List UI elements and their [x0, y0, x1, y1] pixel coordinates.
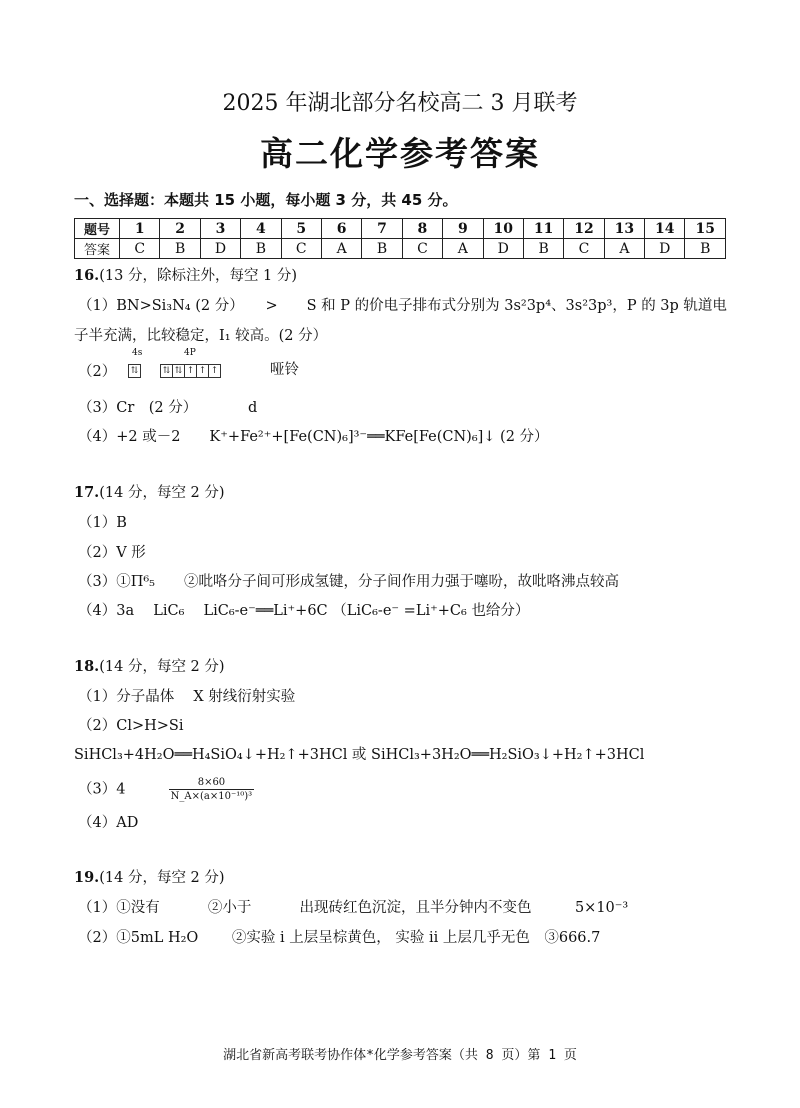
- answer-cell: B: [362, 239, 402, 259]
- answer-cell: D: [645, 239, 685, 259]
- answer-cell: B: [241, 239, 281, 259]
- q18-heading: [74, 655, 225, 676]
- answer-cell: C: [120, 239, 160, 259]
- q16-heading: [74, 264, 297, 285]
- orbital-box: ↑: [208, 364, 221, 378]
- fraction-denominator: N_A×(a×10⁻¹⁰)³: [170, 791, 253, 802]
- q16-answer-2-prefix: （2）: [78, 364, 117, 380]
- orbital-box: ⇅: [160, 364, 173, 378]
- question-number: 15: [685, 219, 726, 239]
- document-title: 高二化学参考答案: [260, 134, 540, 173]
- question-number: 12: [564, 219, 604, 239]
- answer-cell: C: [564, 239, 604, 259]
- exam-title: 2025 年湖北部分名校高二 3 月联考: [222, 91, 578, 116]
- q18-answer-3-prefix: （3）4: [78, 781, 126, 798]
- answer-cell: B: [685, 239, 726, 259]
- q18-answer-3: [78, 776, 254, 803]
- answer-cell: B: [160, 239, 200, 259]
- q18-equation: SiHCl₃+4H₂O══H₄SiO₄↓+H₂↑+3HCl 或 SiHCl₃+3H₂O══H₂SiO₃↓+H₂↑+3HCl: [74, 747, 645, 763]
- orbital-box: ↑: [196, 364, 209, 378]
- q18-answer-4: （4）AD: [78, 815, 139, 831]
- answer-cell: D: [483, 239, 523, 259]
- question-number: 1: [120, 219, 160, 239]
- answer-table-answer-row: [75, 239, 726, 259]
- orbital-4p-label: 4P: [184, 348, 196, 358]
- answer-cell: A: [604, 239, 644, 259]
- answer-cell: C: [281, 239, 321, 259]
- q17-number: 17.: [74, 484, 100, 501]
- q19-answer-2: （2）①5mL H₂O ②实验 i 上层呈棕黄色， 实验 ii 上层几乎无色 ③666.7: [78, 930, 601, 946]
- q18-answer-1: （1）分子晶体 X 射线衍射实验: [78, 689, 296, 705]
- question-number: 4: [241, 219, 281, 239]
- q19-answer-1: （1）①没有 ②小于 出现砖红色沉淀，且半分钟内不变色 5×10⁻³: [78, 900, 629, 916]
- q16-answer-4: （4）+2 或－2 K⁺+Fe²⁺+[Fe(CN)₆]³⁻══KFe[Fe(CN)₆]↓ (2 分）: [78, 429, 549, 445]
- answer-cell: A: [443, 239, 483, 259]
- q18-number: 18.: [74, 658, 100, 675]
- q18-score-note: (14 分，每空 2 分): [99, 659, 225, 675]
- orbital-4s-boxes: [128, 360, 140, 379]
- question-number: 14: [645, 219, 685, 239]
- fraction-numerator: 8×60: [169, 776, 255, 790]
- q17-answer-3: （3）①Π⁶₅ ②吡咯分子间可形成氢键，分子间作用力强于噻吩，故吡咯沸点较高: [78, 574, 619, 590]
- q16-score-note: (13 分，除标注外，每空 1 分): [99, 268, 298, 284]
- q17-answer-2: （2）V 形: [78, 545, 146, 561]
- q17-answer-4: （4）3a LiC₆ LiC₆-e⁻══Li⁺+6C （LiC₆-e⁻ =Li⁺+C₆ 也给分）: [78, 603, 530, 619]
- answer-cell: D: [200, 239, 240, 259]
- row-label-question-number: 题号: [75, 219, 120, 239]
- orbital-4s-label: 4s: [132, 348, 143, 358]
- orbital-box: ↑: [184, 364, 197, 378]
- q16-orbital-shape: 哑铃: [270, 362, 299, 378]
- orbital-box: ⇅: [172, 364, 185, 378]
- question-number: 5: [281, 219, 321, 239]
- answer-table-number-row: [75, 219, 726, 239]
- q19-score-note: (14 分，每空 2 分): [99, 870, 225, 886]
- question-number: 11: [523, 219, 563, 239]
- page-footer: 湖北省新高考联考协作体*化学参考答案（共 8 页）第 1 页: [223, 1048, 577, 1063]
- q16-answer-1: （1）BN>Si₃N₄ (2 分） > S 和 P 的价电子排布式分别为 3s²3p⁴、3s²3p³，P 的 3p 轨道电: [78, 298, 727, 314]
- answer-cell: A: [321, 239, 361, 259]
- answer-cell: C: [402, 239, 442, 259]
- answer-table: [74, 218, 726, 259]
- q17-answer-1: （1）B: [78, 515, 127, 531]
- question-number: 7: [362, 219, 402, 239]
- q19-heading: [74, 866, 225, 887]
- density-fraction: [169, 776, 255, 803]
- answer-cell: B: [523, 239, 563, 259]
- orbital-4p-boxes: [160, 360, 220, 379]
- question-number: 6: [321, 219, 361, 239]
- question-number: 3: [200, 219, 240, 239]
- row-label-answer: 答案: [75, 239, 120, 259]
- section1-heading: 一、选择题：本题共 15 小题，每小题 3 分，共 45 分。: [74, 191, 458, 209]
- question-number: 8: [402, 219, 442, 239]
- q16-answer-1-cont: 子半充满，比较稳定，I₁ 较高。(2 分）: [74, 328, 328, 344]
- q18-answer-2: （2）Cl>H>Si: [78, 718, 184, 734]
- question-number: 9: [443, 219, 483, 239]
- question-number: 13: [604, 219, 644, 239]
- q17-heading: [74, 481, 225, 502]
- q19-number: 19.: [74, 869, 100, 886]
- question-number: 10: [483, 219, 523, 239]
- orbital-diagram: [124, 348, 244, 380]
- q16-answer-3: （3）Cr (2 分） d: [78, 400, 258, 416]
- q17-score-note: (14 分，每空 2 分): [99, 485, 225, 501]
- question-number: 2: [160, 219, 200, 239]
- orbital-box: ⇅: [128, 364, 141, 378]
- q16-number: 16.: [74, 267, 100, 284]
